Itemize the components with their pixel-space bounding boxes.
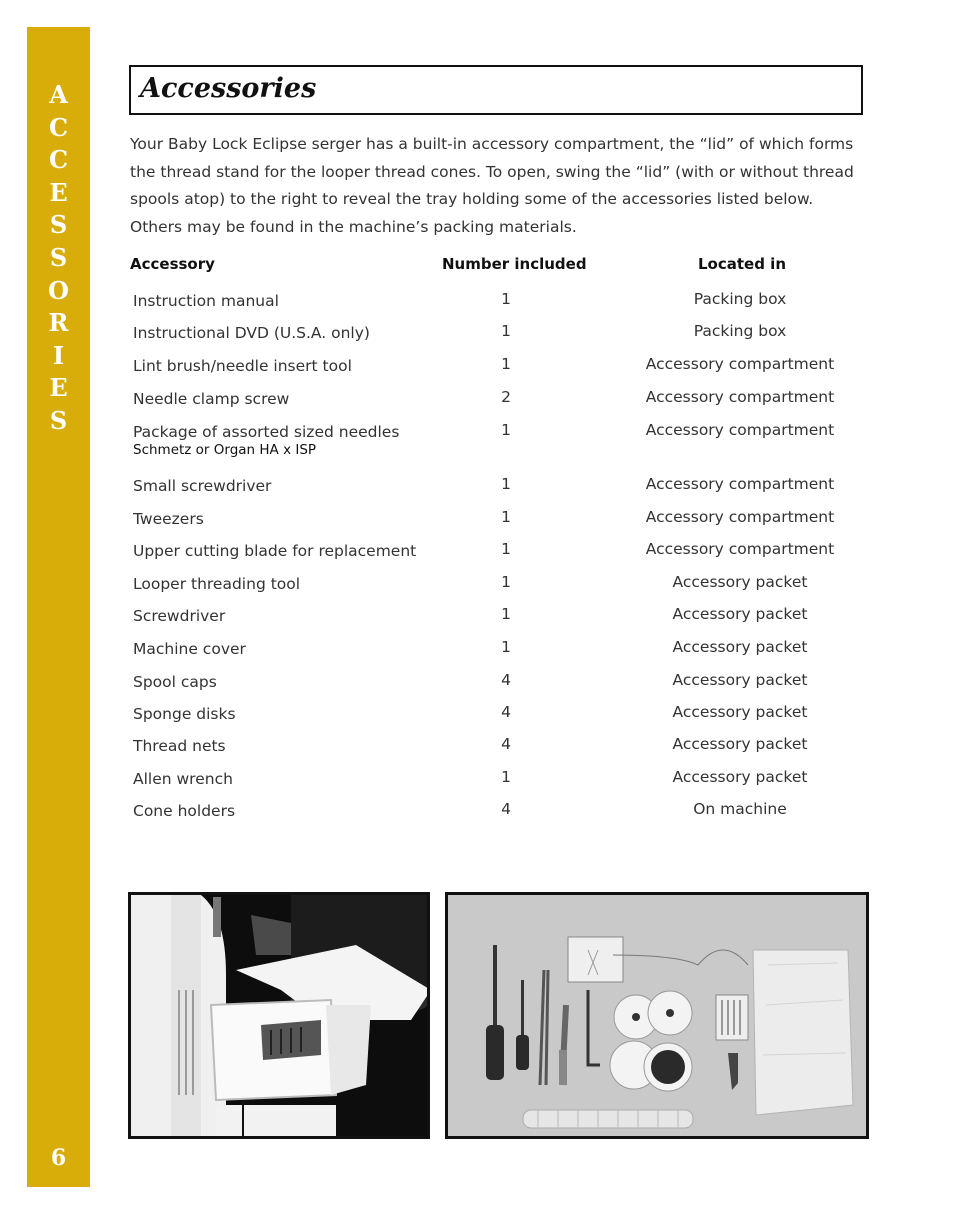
accessory-name-text: Machine cover <box>133 640 246 658</box>
accessory-name <box>133 477 271 495</box>
table-row <box>0 607 954 637</box>
quantity-value: 1 <box>501 540 511 558</box>
quantity-value: 1 <box>501 508 511 526</box>
quantity-value: 1 <box>501 322 511 340</box>
quantity-value: 1 <box>501 290 511 308</box>
accessory-name <box>133 292 279 310</box>
accessory-name-text: Allen wrench <box>133 770 233 788</box>
accessory-name-text: Upper cutting blade for replacement <box>133 542 417 560</box>
table-row <box>0 575 954 605</box>
location-value: Accessory packet <box>672 703 808 721</box>
accessory-compartment-photo <box>128 892 430 1139</box>
quantity-value: 4 <box>501 671 511 689</box>
quantity-value: 1 <box>501 768 511 786</box>
quantity-value: 1 <box>501 355 511 373</box>
section-tab-letter: I <box>52 340 65 370</box>
accessory-name-text: Needle clamp screw <box>133 390 290 408</box>
location-value: Accessory packet <box>672 735 808 753</box>
accessory-name <box>133 510 204 528</box>
quantity-value: 1 <box>501 421 511 439</box>
accessory-name-text: Package of assorted sized needles <box>133 423 400 441</box>
location-value: Accessory compartment <box>645 355 835 373</box>
location-value: Packing box <box>693 322 787 340</box>
accessory-name-text: Instructional DVD (U.S.A. only) <box>133 324 370 342</box>
accessory-name <box>133 575 300 593</box>
location-value: Accessory compartment <box>645 388 835 406</box>
page-number: 6 <box>50 1145 67 1171</box>
location-value: Accessory packet <box>672 768 808 786</box>
section-tab-letter: S <box>49 210 68 240</box>
accessories-photo <box>445 892 869 1139</box>
location-value: Accessory packet <box>672 605 808 623</box>
table-row <box>0 292 954 322</box>
table-row <box>0 477 954 507</box>
quantity-value: 2 <box>501 388 511 406</box>
table-row <box>0 705 954 735</box>
table-row <box>0 673 954 703</box>
table-row <box>0 421 954 458</box>
quantity-value: 1 <box>501 605 511 623</box>
accessory-name-text: Instruction manual <box>133 292 279 310</box>
quantity-value: 1 <box>501 475 511 493</box>
accessory-name-text: Sponge disks <box>133 705 236 723</box>
section-tab-letter: C <box>48 145 69 175</box>
location-value: Accessory compartment <box>645 508 835 526</box>
accessory-name <box>133 357 352 375</box>
accessory-name <box>133 324 370 342</box>
quantity-value: 1 <box>501 573 511 591</box>
quantity-value: 4 <box>501 800 511 818</box>
accessory-name-text: Thread nets <box>133 737 226 755</box>
location-value: Accessory compartment <box>645 421 835 439</box>
table-row <box>0 770 954 800</box>
section-tab-letter: R <box>48 308 69 338</box>
section-tab-letter: E <box>49 177 68 207</box>
table-row <box>0 737 954 767</box>
section-tab-letter: A <box>49 80 68 109</box>
accessory-name <box>133 802 235 820</box>
accessory-name <box>133 705 236 723</box>
location-value: Accessory compartment <box>645 540 835 558</box>
section-tab-letter: C <box>48 112 69 142</box>
section-tab-letter: S <box>49 242 68 272</box>
accessory-name-text: Cone holders <box>133 802 236 820</box>
accessory-name <box>133 673 217 691</box>
quantity-value: 4 <box>501 735 511 753</box>
accessory-name <box>133 542 416 560</box>
location-value: Accessory packet <box>672 573 808 591</box>
table-row <box>0 390 954 420</box>
location-value: On machine <box>693 800 787 818</box>
location-value: Accessory compartment <box>645 475 835 493</box>
accessory-note: Schmetz or Organ HA x ISP <box>133 442 317 458</box>
accessory-name-text: Spool caps <box>133 673 217 691</box>
location-value: Accessory packet <box>672 671 808 689</box>
accessory-name-text: Small screwdriver <box>133 477 272 495</box>
page-title: Accessories <box>140 73 317 104</box>
accessory-name-text: Screwdriver <box>133 607 226 625</box>
table-row <box>0 324 954 354</box>
quantity-value: 4 <box>501 703 511 721</box>
table-row <box>0 542 954 572</box>
accessory-name <box>133 390 289 408</box>
location-value: Accessory packet <box>672 638 808 656</box>
accessory-name <box>133 423 399 458</box>
quantity-value: 1 <box>501 638 511 656</box>
accessory-name-text: Lint brush/needle insert tool <box>133 357 352 375</box>
accessory-name <box>133 640 246 658</box>
intro-paragraph: Your Baby Lock Eclipse serger has a built-in accessory compartment, the “lid” of which forms the thread stand for the looper thread cones. To open, swing the “lid” (with or without thread spools atop) to the right to reveal the tray holding some of the accessories listed below. Others may be found in the machine’s packing materials. <box>130 135 854 237</box>
header-number-included: Number included <box>442 255 587 273</box>
accessory-name-text: Tweezers <box>133 510 204 528</box>
accessory-name <box>133 607 225 625</box>
accessory-name-text: Looper threading tool <box>133 575 301 593</box>
table-row <box>0 640 954 670</box>
accessory-name <box>133 770 233 788</box>
table-row <box>0 510 954 540</box>
section-tab-letter: S <box>49 405 68 435</box>
title-box <box>129 65 863 115</box>
location-value: Packing box <box>693 290 787 308</box>
table-row <box>0 802 954 832</box>
header-located-in: Located in <box>698 255 787 273</box>
table-row <box>0 357 954 387</box>
section-tab-letter: O <box>48 275 69 305</box>
section-tab-letter: E <box>49 373 68 403</box>
header-accessory: Accessory <box>130 255 215 273</box>
accessory-name <box>133 737 226 755</box>
